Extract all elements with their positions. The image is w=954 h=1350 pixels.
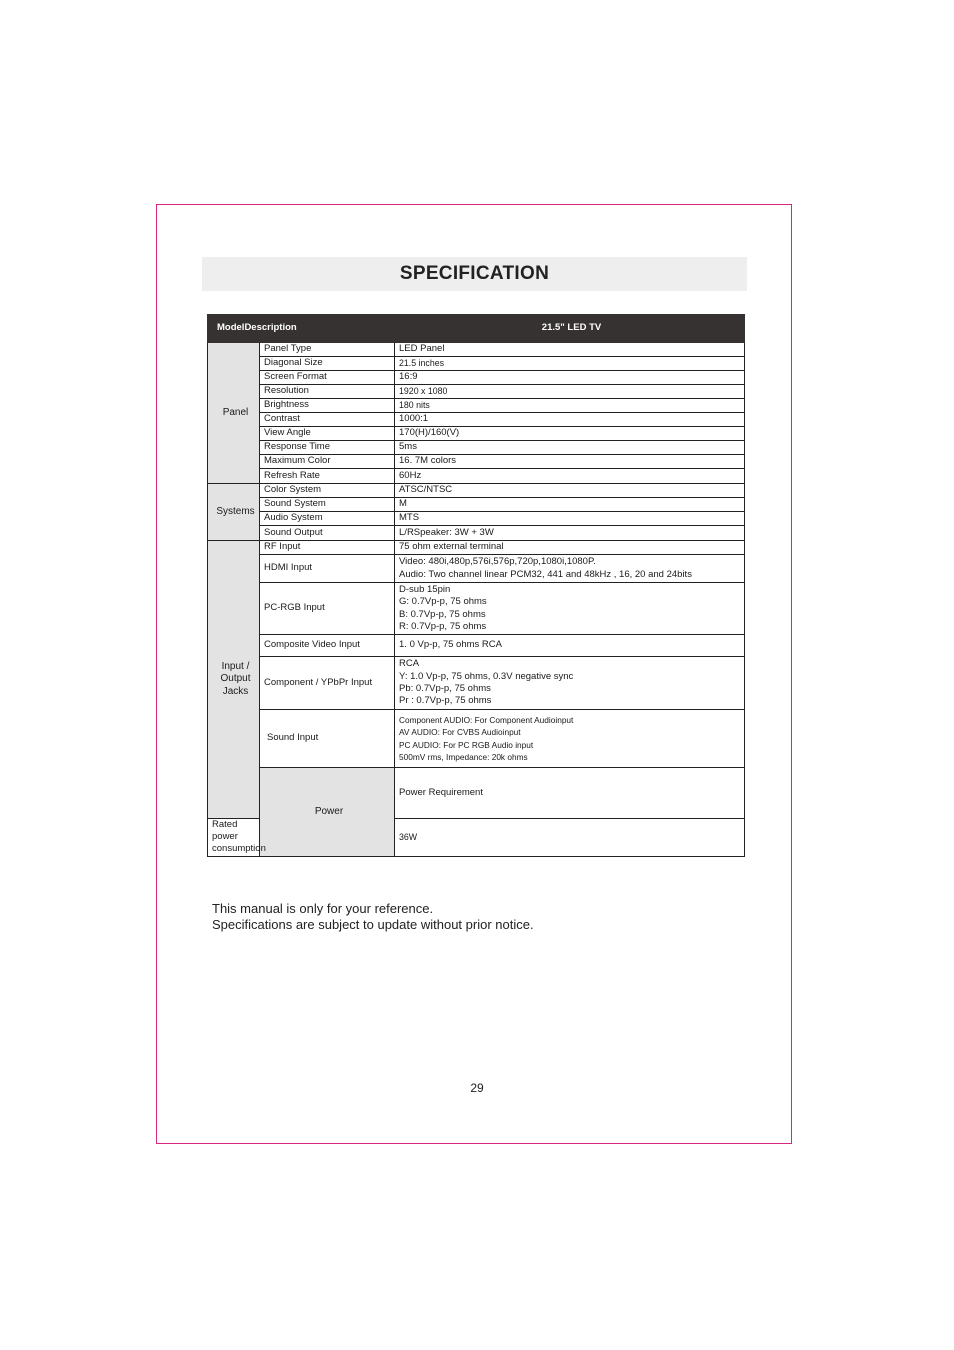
spec-label: Contrast xyxy=(260,413,395,427)
table-row xyxy=(208,583,745,635)
spec-value-line: Pb: 0.7Vp-p, 75 ohms xyxy=(399,683,491,694)
category-systems: Systems xyxy=(208,484,260,541)
category-line: Output xyxy=(220,673,251,685)
table-row xyxy=(208,484,745,498)
category-panel: Panel xyxy=(208,343,260,484)
spec-value: LED Panel xyxy=(395,343,745,357)
spec-value: 16:9 xyxy=(395,371,745,385)
spec-label: PC-RGB Input xyxy=(260,583,395,635)
table-row xyxy=(208,498,745,512)
spec-label: Component / YPbPr Input xyxy=(260,657,395,710)
spec-value-line: D-sub 15pin xyxy=(399,583,451,595)
table-row xyxy=(208,512,745,526)
table-row xyxy=(208,427,745,441)
table-row xyxy=(208,469,745,484)
spec-value: 1000:1 xyxy=(395,413,745,427)
table-row xyxy=(208,441,745,455)
title-bar xyxy=(202,257,747,291)
spec-value: 5ms xyxy=(395,441,745,455)
spec-value: 75 ohm external terminal xyxy=(395,541,745,555)
spec-value-line: R: 0.7Vp-p, 75 ohms xyxy=(399,620,487,632)
table-row xyxy=(208,455,745,469)
spec-value: 170(H)/160(V) xyxy=(395,427,745,441)
spec-value: M xyxy=(395,498,745,512)
spec-value-line: AV AUDIO: For CVBS Audioinput xyxy=(399,727,521,738)
spec-value: 180 nits xyxy=(395,399,745,413)
spec-value-line: RCA xyxy=(399,658,420,670)
table-row xyxy=(208,768,745,819)
spec-label: HDMI Input xyxy=(260,555,395,583)
table-row xyxy=(208,385,745,399)
spec-value-line: Audio: Two channel linear PCM32, 441 and 48kHz , 16, 20 and 24bits xyxy=(399,568,692,580)
spec-label: Diagonal Size xyxy=(260,357,395,371)
table-row xyxy=(208,635,745,657)
table-row xyxy=(208,710,745,768)
spec-label: Brightness xyxy=(260,399,395,413)
table-row xyxy=(208,657,745,710)
spec-value: 21.5 inches xyxy=(395,357,745,371)
spec-value-line: G: 0.7Vp-p, 75 ohms xyxy=(399,596,487,608)
spec-value-multiline xyxy=(395,657,745,710)
spec-label: Rated power consumption xyxy=(208,818,260,856)
spec-label: View Angle xyxy=(260,427,395,441)
spec-value-multiline xyxy=(395,555,745,583)
spec-label: Refresh Rate xyxy=(260,469,395,484)
page-number: 29 xyxy=(470,1081,484,1095)
specification-table xyxy=(207,314,745,857)
spec-label: Maximum Color xyxy=(260,455,395,469)
spec-value-line: Pr : 0.7Vp-p, 75 ohms xyxy=(399,695,492,707)
spec-value: 36W xyxy=(395,818,745,856)
spec-value-line: PC AUDIO: For PC RGB Audio input xyxy=(399,739,534,750)
table-row xyxy=(208,541,745,555)
reference-notice xyxy=(212,901,534,932)
spec-label: Color System xyxy=(260,484,395,498)
spec-label: Audio System xyxy=(260,512,395,526)
spec-label: Resolution xyxy=(260,385,395,399)
spec-value-line: Y: 1.0 Vp-p, 75 ohms, 0.3V negative sync xyxy=(399,670,574,682)
spec-value: 16. 7M colors xyxy=(395,455,745,469)
table-row xyxy=(208,526,745,541)
notice-line: Specifications are subject to update without prior notice. xyxy=(212,916,534,932)
spec-label: Sound System xyxy=(260,498,395,512)
table-row xyxy=(208,357,745,371)
table-header-row xyxy=(208,315,745,343)
table-row xyxy=(208,413,745,427)
spec-label: Composite Video Input xyxy=(260,635,395,657)
spec-label: RF Input xyxy=(260,541,395,555)
spec-value-multiline xyxy=(395,583,745,635)
spec-value: L/RSpeaker: 3W + 3W xyxy=(395,526,745,541)
header-model-description: ModelDescription xyxy=(208,315,395,343)
spec-value-line: Component AUDIO: For Component Audioinput xyxy=(399,714,574,725)
table-row xyxy=(208,343,745,357)
category-input-output-jacks xyxy=(208,541,260,819)
spec-value-line: 500mV rms, Impedance: 20k ohms xyxy=(399,751,528,762)
spec-label: Power Requirement xyxy=(395,768,745,819)
spec-label: Response Time xyxy=(260,441,395,455)
spec-value: MTS xyxy=(395,512,745,526)
spec-value: ATSC/NTSC xyxy=(395,484,745,498)
spec-value-line: Video: 480i,480p,576i,576p,720p,1080i,1080P. xyxy=(399,556,596,568)
category-line: Input / xyxy=(221,660,250,672)
spec-value-line: B: 0.7Vp-p, 75 ohms xyxy=(399,608,486,620)
notice-line: This manual is only for your reference. xyxy=(212,901,434,916)
spec-label: Screen Format xyxy=(260,371,395,385)
spec-value: 60Hz xyxy=(395,469,745,484)
spec-label: Panel Type xyxy=(260,343,395,357)
table-row xyxy=(208,399,745,413)
spec-value-multiline xyxy=(395,710,745,768)
spec-label: Sound Output xyxy=(260,526,395,541)
spec-label: Sound Input xyxy=(260,710,395,768)
spec-value: 1920 x 1080 xyxy=(395,385,745,399)
page-title: SPECIFICATION xyxy=(399,263,550,284)
spec-value: 1. 0 Vp-p, 75 ohms RCA xyxy=(395,635,745,657)
category-power: Power xyxy=(260,768,395,857)
category-line: Jacks xyxy=(222,685,249,697)
table-row xyxy=(208,555,745,583)
header-model-name: 21.5" LED TV xyxy=(395,315,745,343)
table-row xyxy=(208,371,745,385)
